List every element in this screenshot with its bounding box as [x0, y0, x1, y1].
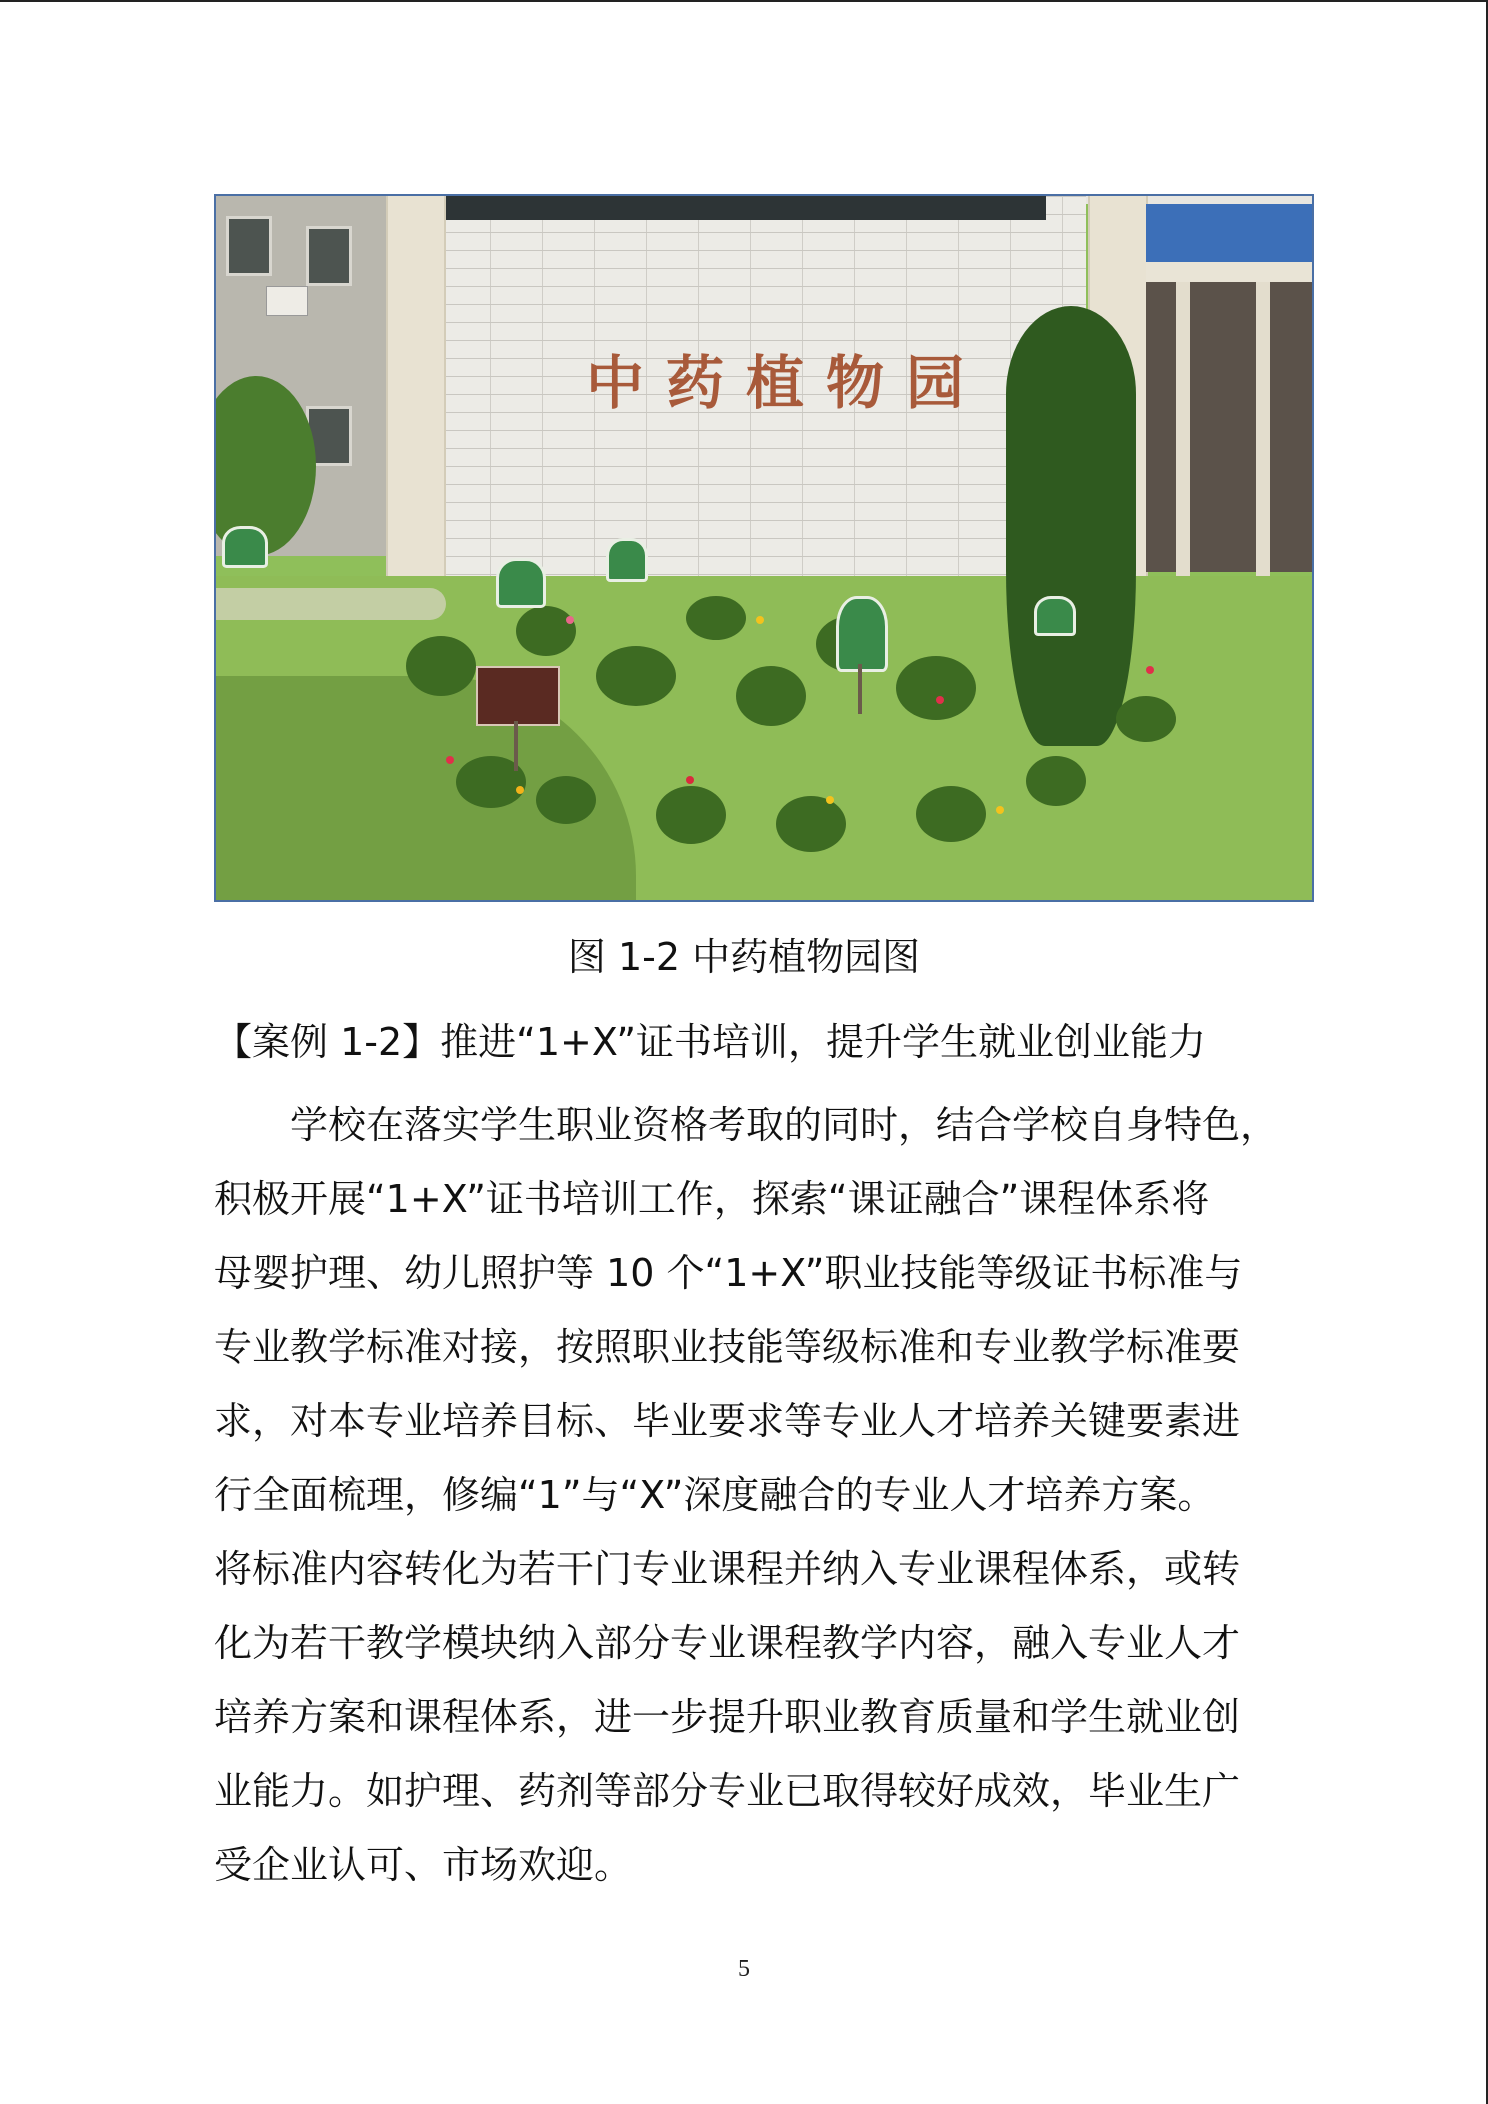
- figure-caption: 图 1-2 中药植物园图: [567, 935, 921, 979]
- paragraph-line: 业能力。如护理、药剂等部分专业已取得较好成效，毕业生广: [214, 1769, 1241, 1813]
- case-heading: 【案例 1-2】推进“1+X”证书培训，提升学生就业创业能力: [214, 1020, 1207, 1064]
- paragraph-line: 受企业认可、市场欢迎。: [214, 1843, 633, 1887]
- page-number: 5: [738, 1956, 750, 1982]
- plant-marker: [1034, 596, 1076, 636]
- cypress-tree: [1006, 306, 1136, 746]
- paragraph-line: 求，对本专业培养目标、毕业要求等专业人才培养关键要素进: [214, 1399, 1241, 1443]
- blue-tile-roof: [1146, 204, 1312, 264]
- paragraph-line: 化为若干教学模块纳入部分专业课程教学内容，融入专业人才: [214, 1621, 1241, 1665]
- roof-eave: [1146, 262, 1312, 282]
- left-pillar: [386, 196, 446, 586]
- garden-sign-text: 中药植物园: [585, 349, 986, 417]
- paragraph-line: 培养方案和课程体系，进一步提升职业教育质量和学生就业创: [214, 1695, 1241, 1739]
- butterfly-sign: [476, 666, 560, 726]
- paragraph-line: 积极开展“1+X”证书培训工作，探索“课证融合”课程体系将: [214, 1177, 1210, 1221]
- plant-marker: [222, 526, 268, 568]
- paragraph-line: 将标准内容转化为若干门专业课程并纳入专业课程体系，或转: [214, 1547, 1241, 1591]
- garden-photo: [214, 194, 1314, 902]
- body-paragraph: [214, 1088, 1310, 1902]
- top-border: [0, 0, 1488, 2]
- plant-marker: [606, 538, 648, 582]
- stone-path: [216, 588, 446, 620]
- paragraph-line: 专业教学标准对接，按照职业技能等级标准和专业教学标准要: [214, 1325, 1241, 1369]
- wall-top-beam: [446, 196, 1046, 220]
- paragraph-line: 母婴护理、幼儿照护等 10 个“1+X”职业技能等级证书标准与: [214, 1251, 1243, 1295]
- porch: [1146, 282, 1312, 572]
- paragraph-line: 行全面梳理，修编“1”与“X”深度融合的专业人才培养方案。: [214, 1473, 1216, 1517]
- paragraph-line: 学校在落实学生职业资格考取的同时，结合学校自身特色，: [290, 1103, 1279, 1147]
- plant-marker: [836, 596, 888, 672]
- plant-marker: [496, 558, 546, 608]
